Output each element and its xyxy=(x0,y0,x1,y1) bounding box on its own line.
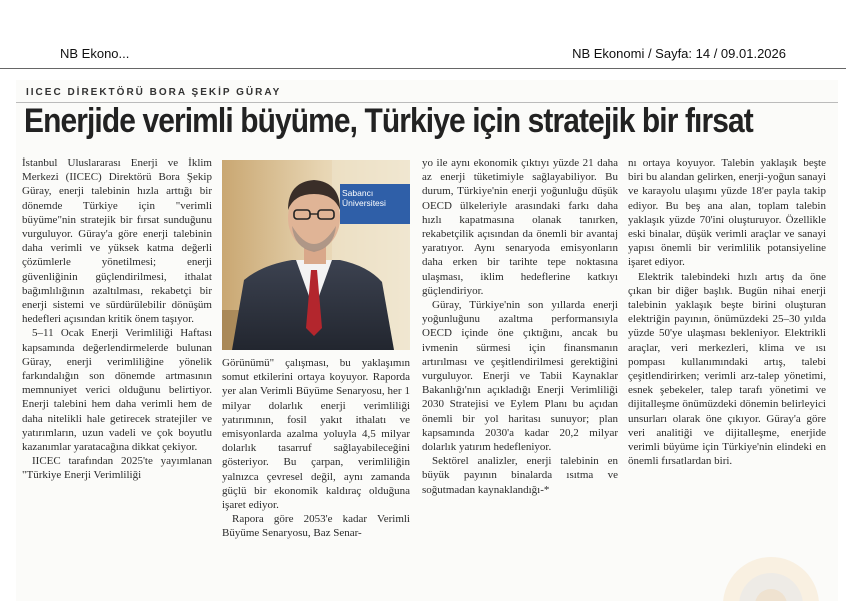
col4-paragraph: nı ortaya koyuyor. Talebin yaklaşık beşte biri bu alandan gelirken, enerji-yoğun sanayi ve karayolu ulaşımı yüzde 18'er payla takip ediyor. Bu beş ana alan, toplam talebin yaklaşık yüzde 70'ini oluşturuyor. Özellikle eski binalar, düşük verimli araçlar ve sanayi yapısı önemli bir verimlilik potansiyeline işaret ediyor. xyxy=(628,157,826,269)
col2-paragraph: Görünümü" çalışması, bu yaklaşımın somut etkilerini ortaya koyuyor. Raporda yer alan Verimli Büyüme Senaryosu, her 1 milyar dolarlık enerji verimliliği yatırımının, fosil yakıt ithalatı ve emisyonlarda azalma yoluyla 4,5 milyar dolarlık tasarruf sağlayabileceğini gösteriyor. Bu çarpan, verimliliğin yalnızca çevresel değil, aynı zamanda güçlü bir ekonomik kaldıraç olduğuna işaret ediyor. xyxy=(222,357,410,512)
portrait-photo xyxy=(222,160,410,350)
header-divider xyxy=(0,68,846,69)
article-column-1 xyxy=(22,156,212,598)
outlet-short-name: NB Ekono... xyxy=(60,46,130,61)
article-kicker: IICEC DİREKTÖRÜ BORA ŞEKİP GÜRAY xyxy=(26,87,282,98)
col1-paragraph: 5–11 Ocak Enerji Verimliliği Haftası kapsamında değerlendirmelerde bulunan Güray, enerji verimliliğine yönelik farkındalığın son dönemde artmasının memnuniyet verici olduğunu belirtiyor. Enerji talebini hem daha verimli hem de daha nitelikli hale getirecek stratejiler ve yatırımların, uzun vadeli ve çok boyutlu kazanımlar yaratacağına dikkat çekiyor. xyxy=(22,327,212,454)
photo-background-sign: Sabancı Üniversitesi xyxy=(342,188,386,208)
article-headline: Enerjide verimli büyüme, Türkiye için stratejik bir fırsat xyxy=(24,102,753,140)
article-column-2 xyxy=(222,356,410,598)
faded-watermark-stamp xyxy=(716,550,826,601)
article-column-3 xyxy=(422,156,618,598)
col3-paragraph: yo ile aynı ekonomik çıktıyı yüzde 21 daha az enerji tüketimiyle sağlayabiliyor. Bu durum, Türkiye'nin enerji yoğunluğu düşük OECD ülkeleriyle arasındaki farkı daha hızlı kapatmasına olanak tanırken, rekabetçilik açısından da önemli bir avantaj yaratıyor. Aynı senaryoda emisyonların daha erken bir tarihte tepe noktasına ulaşması, iklim hedeflerine katkıyı güçlendiriyor. xyxy=(422,157,618,297)
col4-paragraph: Elektrik talebindeki hızlı artış da öne çıkan bir diğer başlık. Bugün nihai enerji talebinin yaklaşık beşte birini oluşturan elektriğin payının, önümüzdeki 25–30 yılda yüzde 50'ye ulaşması bekleniyor. Elektrikli araçlar, veri merkezleri, klima ve ısı pompası kullanımındaki artış, talebi çeşitlendirirken; verimli arz-talep yönetimi, esnek şebekeler, talep tarafı yönetimi ve dijitalleşme önümüzdeki dönemin belirleyici unsurları olarak öne çıkıyor. Güray'a göre veri analitiği ve dijitalleşme, enerjide verimli büyüme için Türkiye'nin elindeki en önemli fırsatlardan biri. xyxy=(628,270,826,468)
newspaper-clipping xyxy=(16,80,838,601)
col1-paragraph: İstanbul Uluslararası Enerji ve İklim Merkezi (IICEC) Direktörü Bora Şekip Güray, enerji talebinin hızla arttığı bir dönemde Türkiye için "verimli büyüme"nin stratejik bir fırsat sunduğunu vurguluyor. Güray'a göre enerji talebinin daha verimli ve yüksek katma değerli çözümlerle yönetilmesi; enerji güvenliğinin güçlendirilmesi, ithalat bağımlılığının azaltılması, rekabetçi bir enerji sistemi ve sürdürülebilir dönüşüm hedefleri açısından kritik önem taşıyor. xyxy=(22,157,212,326)
col2-paragraph: Rapora göre 2053'e kadar Verimli Büyüme Senaryosu, Baz Senar- xyxy=(222,513,410,540)
article-column-4 xyxy=(628,156,826,598)
col1-paragraph: IICEC tarafından 2025'te yayımlanan "Türkiye Enerji Verimliliği xyxy=(22,455,212,482)
clipping-header xyxy=(0,0,846,72)
outlet-page-reference: NB Ekonomi / Sayfa: 14 / 09.01.2026 xyxy=(572,46,786,61)
col3-paragraph: Sektörel analizler, enerji talebinin en büyük payının binalarda ısıtma ve soğutmadan kaynaklandığı-* xyxy=(422,455,618,496)
col3-paragraph: Güray, Türkiye'nin son yıllarda enerji yoğunluğunu azaltma performansıyla OECD içinde öne çıktığını, ancak bu ivmenin sürmesi için finansmanın artırılması ve çeşitlendirilmesi gerektiğini vurguluyor. Enerji ve Tabii Kaynaklar Bakanlığı'nın açıkladığı Enerji Verimliliği 2030 Stratejisi ve Eylem Planı bu açıdan önemli bir yol haritası sunuyor; plan kapsamında 2030'a kadar 20,2 milyar dolarlık yatırım hedefleniyor. xyxy=(422,299,618,454)
